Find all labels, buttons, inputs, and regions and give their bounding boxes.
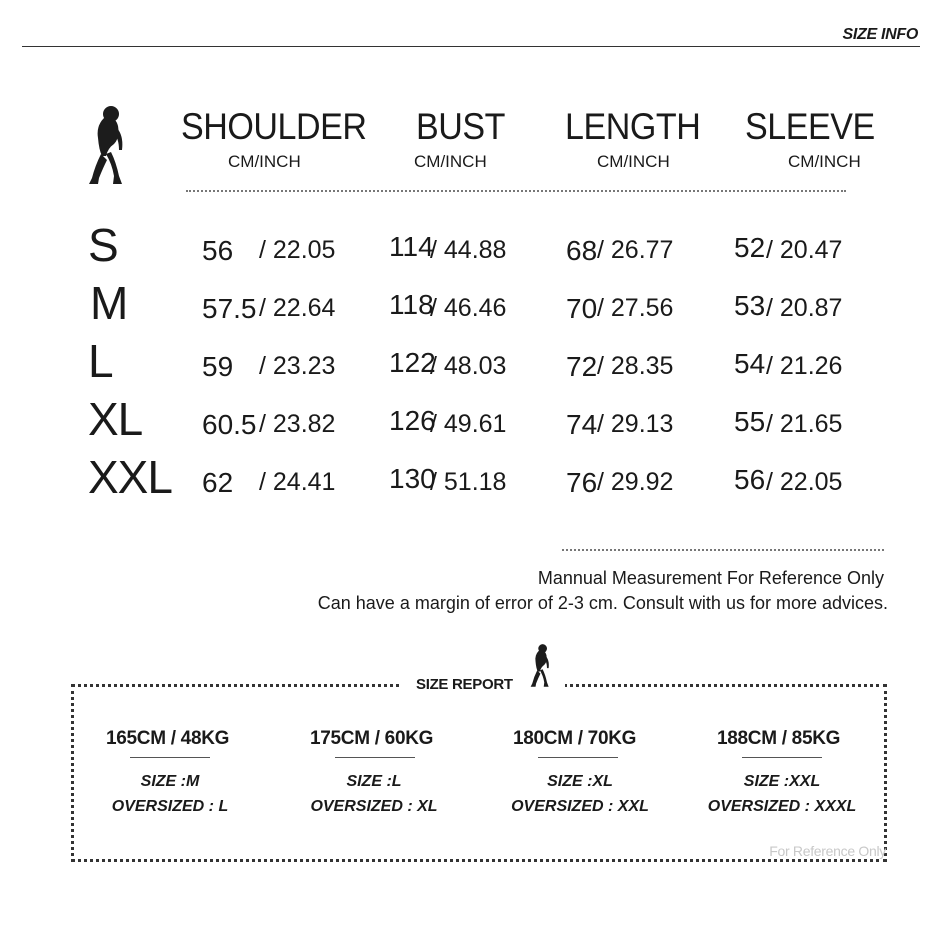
report-oversized: OVERSIZED : XXL: [511, 798, 649, 815]
length-inch: / 29.13: [597, 410, 674, 438]
bust-inch: / 51.18: [430, 468, 507, 496]
length-inch: / 28.35: [597, 352, 674, 380]
bust-inch: / 48.03: [430, 352, 507, 380]
column-unit-shoulder: CM/INCH: [228, 152, 301, 171]
length-cm: 68: [566, 235, 598, 266]
size-report-title: SIZE REPORT: [416, 676, 513, 693]
column-title-length: LENGTH: [565, 106, 701, 147]
size-label-s: S: [88, 219, 118, 271]
report-size: SIZE :L: [346, 773, 402, 790]
bust-cm: 118: [389, 289, 434, 320]
note-reference: Mannual Measurement For Reference Only: [537, 568, 884, 588]
column-title-shoulder: SHOULDER: [181, 106, 367, 147]
column-unit-bust: CM/INCH: [414, 152, 487, 171]
shoulder-inch: / 22.64: [259, 294, 336, 322]
report-oversized: OVERSIZED : XL: [310, 798, 438, 815]
bust-cm: 130: [389, 463, 436, 494]
bust-cm: 114: [389, 231, 434, 262]
sleeve-cm: 53: [734, 290, 766, 321]
shoulder-cm: 56: [202, 235, 234, 266]
sleeve-cm: 54: [734, 348, 766, 379]
sleeve-cm: 56: [734, 464, 766, 495]
length-inch: / 27.56: [597, 294, 674, 322]
header-divider: [186, 190, 846, 192]
notes-divider: [562, 549, 884, 551]
shoulder-cm: 59: [202, 351, 234, 382]
shoulder-inch: / 22.05: [259, 236, 336, 264]
bust-cm: 126: [389, 405, 436, 436]
report-height-weight: 175CM / 60KG: [310, 728, 434, 749]
report-footnote: For Reference Only: [769, 843, 886, 859]
report-size: SIZE :XL: [547, 773, 613, 790]
report-underline: [335, 757, 415, 758]
length-cm: 74: [566, 409, 598, 440]
sleeve-inch: / 22.05: [766, 468, 843, 496]
ape-figure-small-icon: [529, 642, 553, 695]
bust-inch: / 46.46: [430, 294, 507, 322]
sleeve-cm: 52: [734, 232, 766, 263]
shoulder-inch: / 24.41: [259, 468, 336, 496]
shoulder-inch: / 23.23: [259, 352, 336, 380]
shoulder-inch: / 23.82: [259, 410, 336, 438]
shoulder-cm: 60.5: [202, 409, 257, 440]
page-title: SIZE INFO: [842, 26, 918, 43]
sleeve-inch: / 21.26: [766, 352, 843, 380]
bust-inch: / 44.88: [430, 236, 507, 264]
bust-inch: / 49.61: [430, 410, 507, 438]
report-underline: [742, 757, 822, 758]
size-label-xl: XL: [88, 393, 143, 445]
report-size: SIZE :M: [140, 773, 200, 790]
sleeve-cm: 55: [734, 406, 766, 437]
report-underline: [538, 757, 618, 758]
header-rule: [22, 46, 920, 47]
column-title-sleeve: SLEEVE: [745, 106, 875, 147]
report-height-weight: 165CM / 48KG: [106, 728, 230, 749]
shoulder-cm: 62: [202, 467, 234, 498]
report-oversized: OVERSIZED : XXXL: [707, 798, 857, 815]
report-underline: [130, 757, 210, 758]
bust-cm: 122: [389, 347, 436, 378]
column-unit-length: CM/INCH: [597, 152, 670, 171]
length-cm: 72: [566, 351, 598, 382]
note-margin-of-error: Can have a margin of error of 2-3 cm. Consult with us for more advices.: [317, 593, 888, 613]
size-label-l: L: [88, 335, 113, 387]
shoulder-cm: 57.5: [202, 293, 257, 324]
length-inch: / 29.92: [597, 468, 674, 496]
size-label-xxl: XXL: [88, 451, 172, 503]
report-height-weight: 188CM / 85KG: [717, 728, 841, 749]
column-title-bust: BUST: [416, 106, 505, 147]
length-inch: / 26.77: [597, 236, 674, 264]
sleeve-inch: / 21.65: [766, 410, 843, 438]
size-label-m: M: [90, 277, 128, 329]
sleeve-inch: / 20.87: [766, 294, 843, 322]
report-height-weight: 180CM / 70KG: [513, 728, 637, 749]
sleeve-inch: / 20.47: [766, 236, 843, 264]
length-cm: 76: [566, 467, 598, 498]
report-oversized: OVERSIZED : L: [111, 798, 229, 815]
report-size: SIZE :XXL: [743, 773, 821, 790]
ape-figure-icon: [86, 104, 130, 193]
column-unit-sleeve: CM/INCH: [788, 152, 861, 171]
length-cm: 70: [566, 293, 598, 324]
